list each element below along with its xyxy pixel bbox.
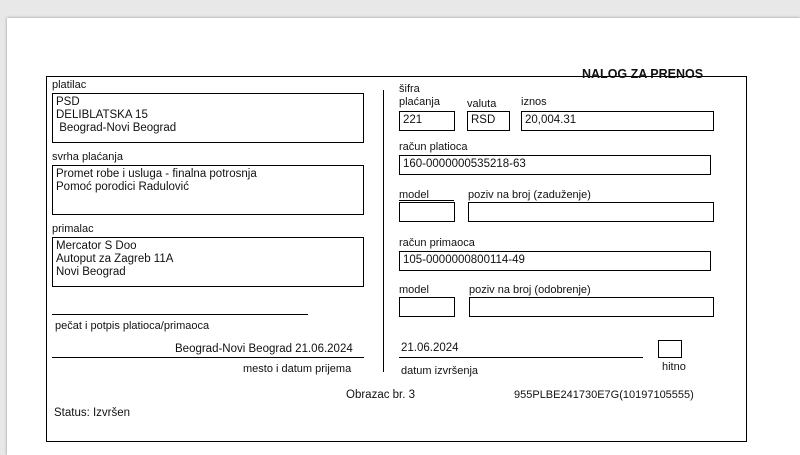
recipient-line-3: Novi Beograd xyxy=(56,266,126,278)
reference-credit-field[interactable] xyxy=(469,297,714,317)
amount-field[interactable]: 20,004.31 xyxy=(521,111,714,131)
model-debit-label: model xyxy=(399,189,429,201)
recipient-account-label: račun primaoca xyxy=(399,237,475,249)
document-sheet xyxy=(7,18,800,455)
payer-line-2: DELIBLATSKA 15 xyxy=(56,109,148,121)
amount-label: iznos xyxy=(521,96,547,108)
purpose-line-1: Promet robe i usluga - finalna potrosnja xyxy=(56,168,257,180)
purpose-box xyxy=(52,165,364,215)
execution-date-line xyxy=(399,357,643,358)
form-number: Obrazac br. 3 xyxy=(346,389,416,401)
place-date-label: mesto i datum prijema xyxy=(243,363,352,375)
reference-credit-label: poziv na broj (odobrenje) xyxy=(469,284,591,296)
payer-box xyxy=(52,93,364,143)
urgent-checkbox[interactable] xyxy=(658,340,682,358)
column-divider xyxy=(383,90,384,372)
status-text: Status: Izvršen xyxy=(54,407,131,419)
recipient-account-field[interactable]: 105-0000000800114-49 xyxy=(399,251,711,271)
form-title: NALOG ZA PRENOS xyxy=(582,67,704,81)
purpose-label: svrha plaćanja xyxy=(52,151,123,163)
recipient-line-1: Mercator S Doo xyxy=(56,240,137,252)
recipient-label: primalac xyxy=(52,223,94,235)
place-date-line xyxy=(52,357,364,358)
transaction-id: 955PLBE241730E7G(10197105555) xyxy=(514,389,694,401)
execution-date-value: 21.06.2024 xyxy=(401,342,459,354)
payer-account-label: račun platioca xyxy=(399,141,468,153)
model-debit-underline xyxy=(399,200,454,201)
model-debit-field[interactable] xyxy=(399,202,455,222)
payment-code-label-2: plaćanja xyxy=(399,96,440,108)
payment-code-field[interactable]: 221 xyxy=(399,111,455,131)
payer-line-3: Beograd-Novi Beograd xyxy=(56,122,177,134)
payment-code-label-1: šifra xyxy=(399,83,420,95)
payer-account-field[interactable]: 160-0000000535218-63 xyxy=(399,155,711,175)
signature-label: pečat i potpis platioca/primaoca xyxy=(55,320,210,332)
purpose-line-2: Pomoć porodici Radulović xyxy=(56,181,189,193)
payer-line-1: PSD xyxy=(56,96,80,108)
currency-field[interactable]: RSD xyxy=(467,111,510,131)
currency-label: valuta xyxy=(467,98,497,110)
model-credit-field[interactable] xyxy=(399,297,455,317)
recipient-box xyxy=(52,237,364,287)
recipient-line-2: Autoput za Zagreb 11A xyxy=(56,253,174,265)
reference-debit-field[interactable] xyxy=(468,202,714,222)
signature-line xyxy=(52,314,308,315)
execution-date-label: datum izvršenja xyxy=(401,365,479,377)
model-credit-label: model xyxy=(399,284,429,296)
payer-label: platilac xyxy=(52,79,87,91)
place-date-value: Beograd-Novi Beograd 21.06.2024 xyxy=(175,343,353,355)
reference-debit-label: poziv na broj (zaduženje) xyxy=(468,189,591,201)
urgent-label: hitno xyxy=(662,361,686,373)
